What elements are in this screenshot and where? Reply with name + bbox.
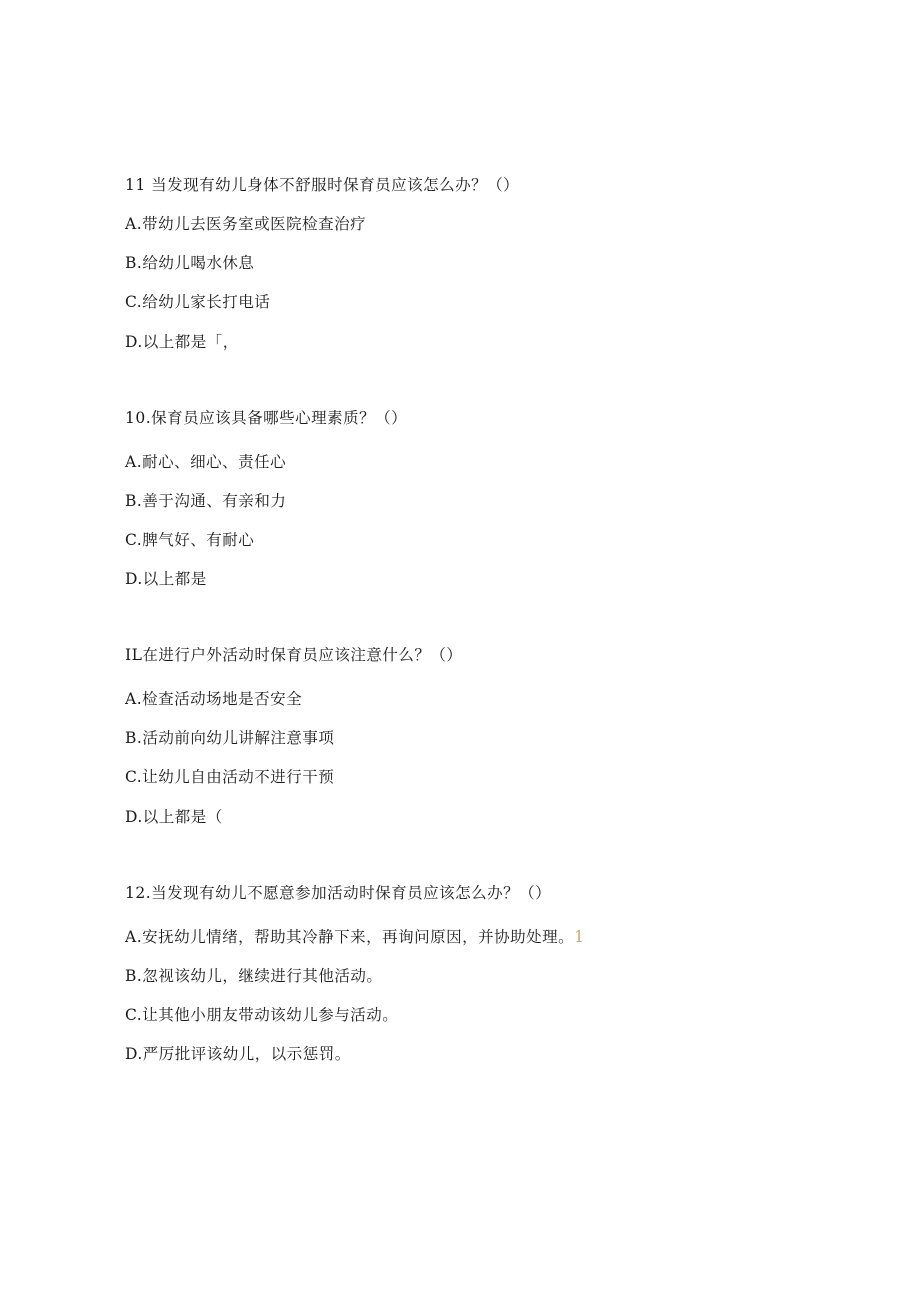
question-stem: 11 当发现有幼儿身体不舒服时保育员应该怎么办？（） bbox=[125, 176, 520, 194]
option-a: A.带幼儿去医务室或医院检查治疗 bbox=[125, 215, 367, 233]
option-a: A.检查活动场地是否安全 bbox=[125, 690, 303, 708]
option-d: D.以上都是（ bbox=[125, 808, 223, 826]
option-b: B.给幼儿喝水休息 bbox=[125, 254, 255, 272]
option-b: B.善于沟通、有亲和力 bbox=[125, 492, 287, 510]
option-d: D.以上都是 bbox=[125, 570, 207, 588]
option-a-text: A.安抚幼儿情绪，帮助其冷静下来，再询问原因，并协助处理。 bbox=[125, 928, 575, 946]
question-stem: 10.保育员应该具备哪些心理素质？（） bbox=[125, 409, 408, 427]
option-c: C.给幼儿家长打电话 bbox=[125, 293, 271, 311]
option-b: B.忽视该幼儿，继续进行其他活动。 bbox=[125, 967, 383, 985]
question-stem: IL在进行户外活动时保育员应该注意什么？（） bbox=[125, 646, 463, 664]
option-d: D.严厉批评该幼儿，以示惩罚。 bbox=[125, 1045, 351, 1063]
option-a bbox=[125, 927, 585, 947]
question-stem: 12.当发现有幼儿不愿意参加活动时保育员应该怎么办？（） bbox=[125, 884, 552, 902]
option-c: C.脾气好、有耐心 bbox=[125, 531, 255, 549]
margin-mark: 1 bbox=[574, 928, 585, 946]
option-b: B.活动前向幼儿讲解注意事项 bbox=[125, 729, 335, 747]
option-c: C.让幼儿自由活动不进行干预 bbox=[125, 768, 335, 786]
option-a: A.耐心、细心、责任心 bbox=[125, 453, 287, 471]
option-c: C.让其他小朋友带动该幼儿参与活动。 bbox=[125, 1006, 399, 1024]
option-d: D.以上都是「， bbox=[125, 333, 239, 351]
